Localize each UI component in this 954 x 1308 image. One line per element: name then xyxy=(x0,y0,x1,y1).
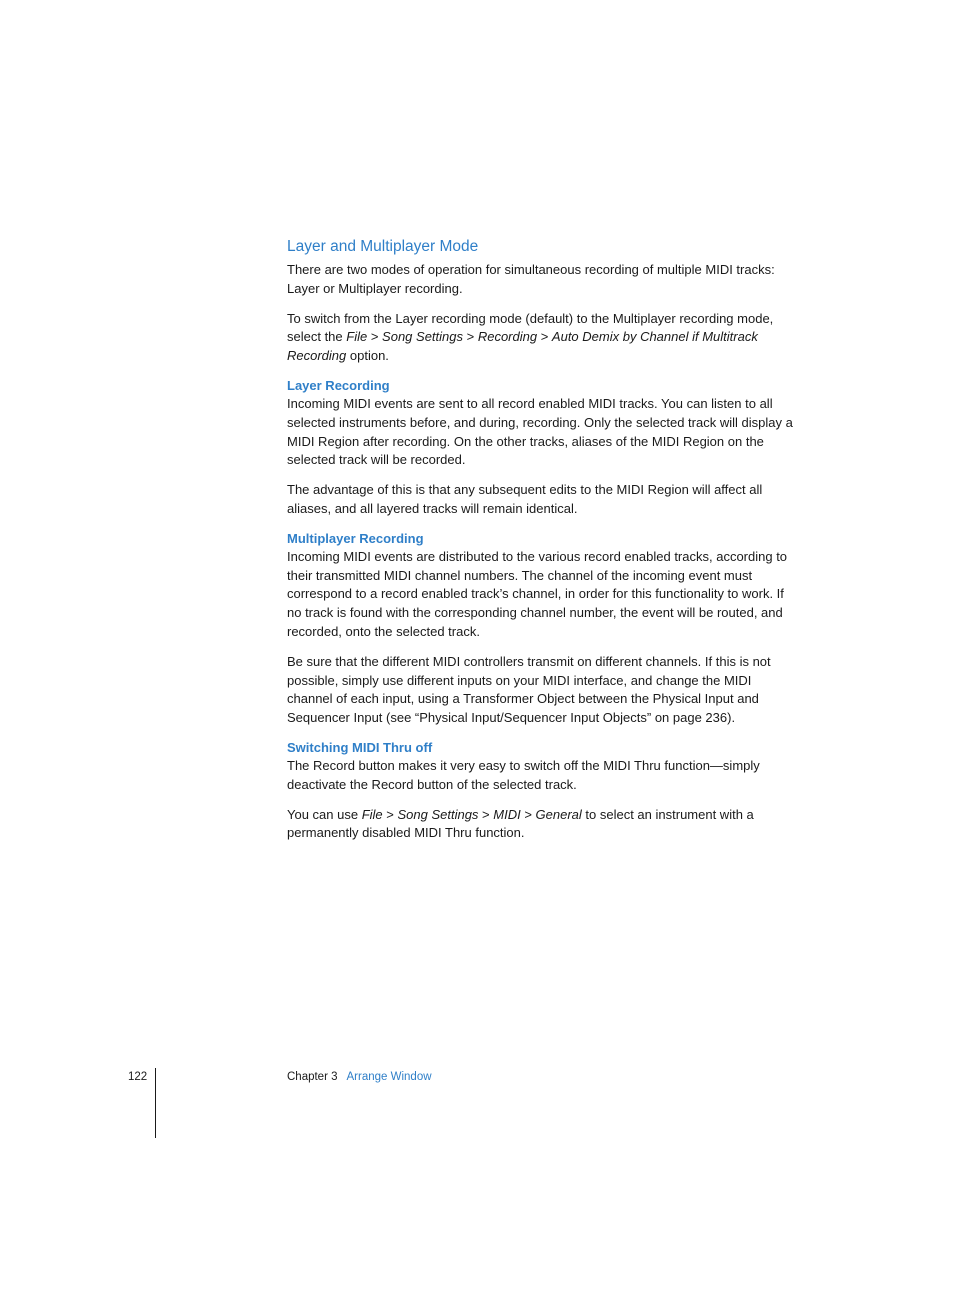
multiplayer-recording-section xyxy=(287,530,799,728)
menu-separator: > xyxy=(367,329,383,345)
menu-separator: > xyxy=(478,806,494,822)
menu-separator: > xyxy=(537,329,552,345)
intro-text-b: option. xyxy=(346,348,389,364)
footer-divider xyxy=(155,1068,156,1138)
layer-recording-section xyxy=(287,377,799,519)
intro-paragraph-1: There are two modes of operation for simultaneous recording of multiple MIDI tracks: Layer or Multiplayer recording. xyxy=(287,262,775,296)
intro-text-a: To switch from the Layer recording mode (default) to the Multiplayer recording mode, select the xyxy=(287,310,774,345)
menu-separator: > xyxy=(463,329,478,345)
footer-chapter xyxy=(287,1069,432,1085)
multiplayer-paragraph-1: Incoming MIDI events are distributed to the various record enabled tracks, according to their transmitted MIDI channel numbers. The channel of the incoming event must correspond to a record enabled track’s channel, in order for this functionality to work. If no track is found with the corresponding channel number, the event will be routed, and recorded, onto the selected track. xyxy=(287,548,788,639)
multiplayer-paragraph-2: Be sure that the different MIDI controllers transmit on different channels. If this is not possible, simply use different inputs on your MIDI interface, and change the MIDI channel of each input, using a Transformer Object between the Physical Input and Sequencer Input (see “Physical Input/Sequencer Input Objects” on page 236). xyxy=(287,653,771,726)
menu-midi: MIDI xyxy=(493,806,521,822)
page-number: 122 xyxy=(128,1071,148,1083)
menu-song-settings: Song Settings xyxy=(397,806,479,822)
thru-text-b: to select an instrument with a permanently disabled MIDI Thru function. xyxy=(287,806,754,841)
thru-paragraph-1: The Record button makes it very easy to switch off the MIDI Thru function—simply deactivate the Record button of the selected track. xyxy=(287,757,760,792)
menu-auto-demix: Auto Demix by Channel if Multitrack Recording xyxy=(287,329,758,364)
menu-song-settings: Song Settings xyxy=(382,329,463,345)
thru-text-a: You can use xyxy=(287,806,362,822)
midi-thru-section xyxy=(287,739,799,843)
intro-paragraph-2 xyxy=(287,310,799,366)
section-title: Layer and Multiplayer Mode xyxy=(287,238,479,255)
chapter-label: Chapter 3 xyxy=(287,1071,338,1083)
midi-thru-title: Switching MIDI Thru off xyxy=(287,739,433,755)
multiplayer-recording-title: Multiplayer Recording xyxy=(287,530,424,546)
layer-recording-title: Layer Recording xyxy=(287,377,390,393)
menu-file: File xyxy=(346,329,368,345)
menu-general: General xyxy=(535,806,582,822)
menu-separator: > xyxy=(520,806,536,822)
layer-paragraph-1: Incoming MIDI events are sent to all record enabled MIDI tracks. You can listen to all selected instruments before, and during, recording. Only the selected track will display a MIDI Region after recording. On the other tracks, aliases of the MIDI Region on the selected track will be recorded. xyxy=(287,395,793,468)
chapter-title: Arrange Window xyxy=(346,1071,432,1083)
menu-file: File xyxy=(361,806,383,822)
menu-recording: Recording xyxy=(477,329,538,345)
thru-paragraph-2 xyxy=(287,806,799,844)
menu-separator: > xyxy=(382,806,398,822)
layer-paragraph-2: The advantage of this is that any subsequent edits to the MIDI Region will affect all aliases, and all layered tracks will remain identical. xyxy=(287,482,763,516)
page-content xyxy=(287,236,799,854)
